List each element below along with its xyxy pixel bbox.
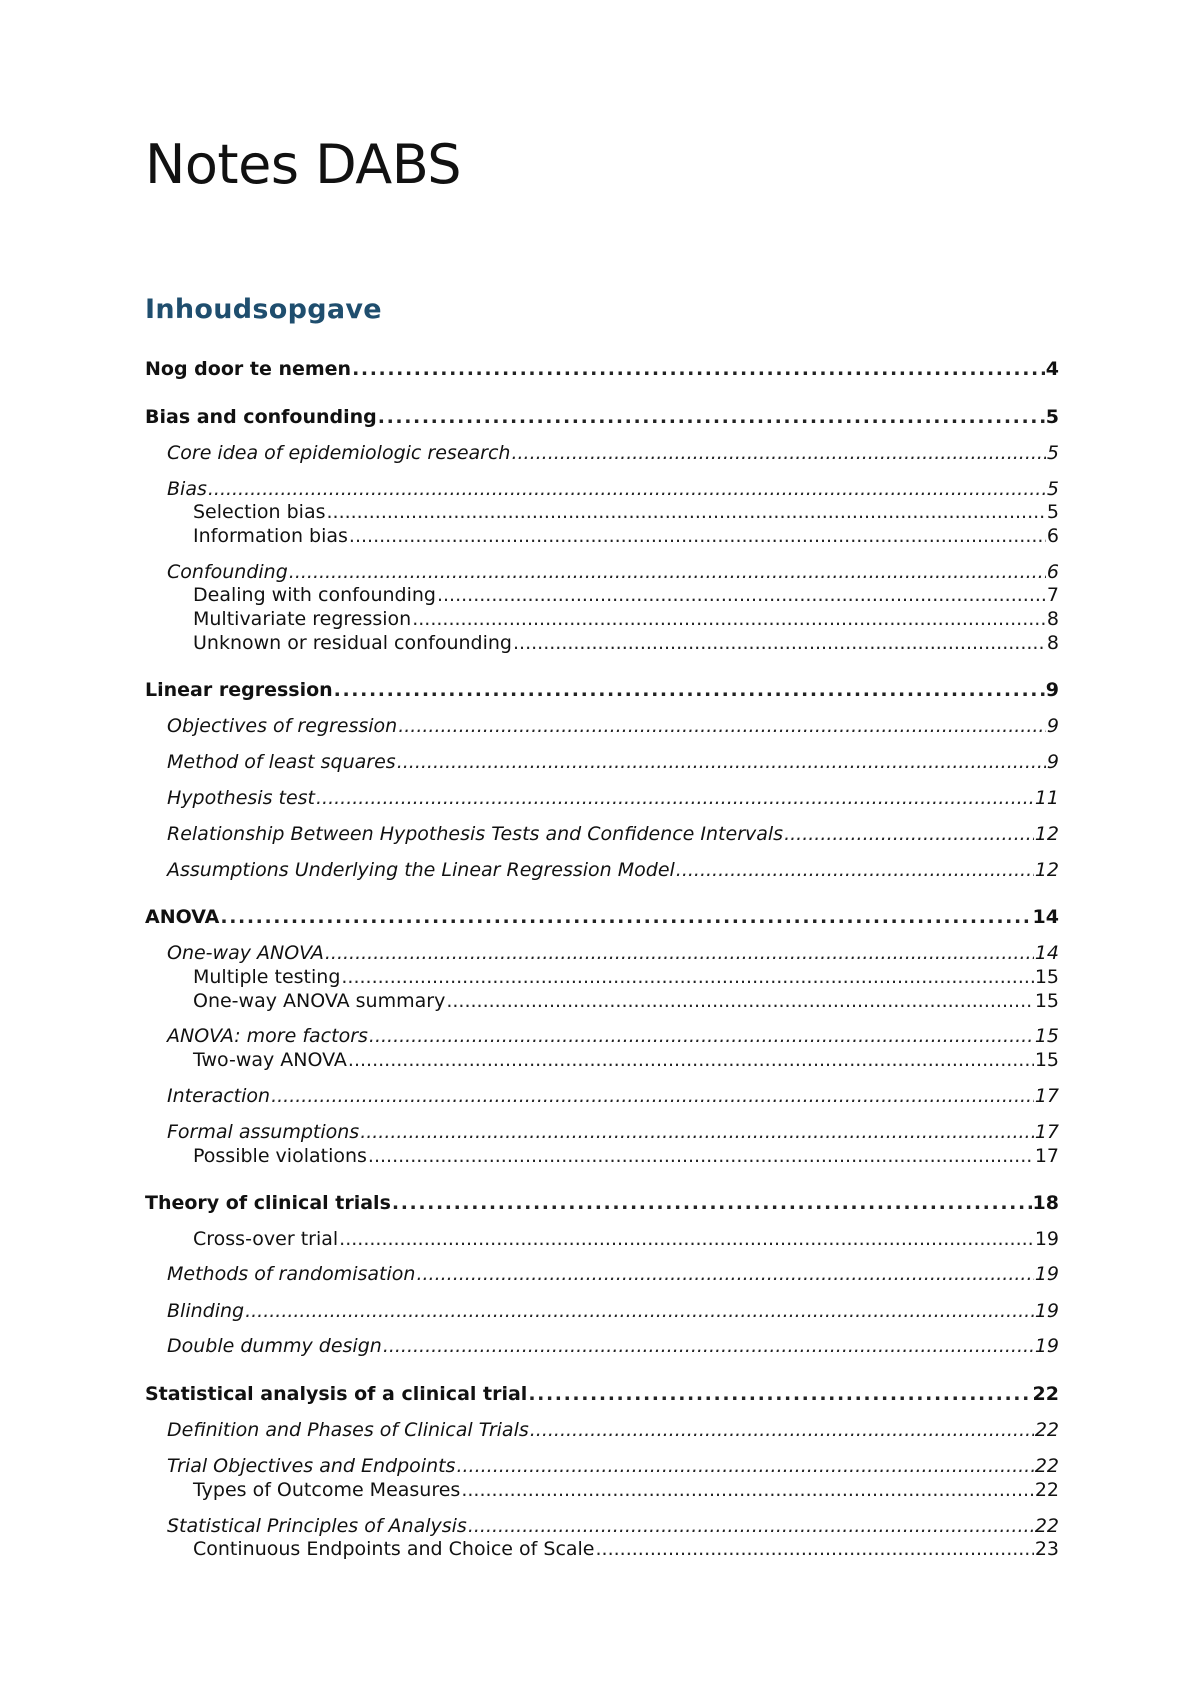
toc-entry-page: 22 <box>1034 1479 1059 1501</box>
toc-entry-page: 19 <box>1034 1300 1059 1322</box>
toc-entry[interactable] <box>145 1192 1059 1214</box>
toc-entry[interactable] <box>145 679 1059 701</box>
toc-leader <box>334 679 1045 701</box>
toc-entry-label: Unknown or residual confounding <box>193 632 512 654</box>
toc-entry[interactable] <box>167 1263 1059 1285</box>
toc-leader <box>784 823 1034 845</box>
toc-entry-label: Bias <box>167 478 207 500</box>
toc-entry[interactable] <box>193 1228 1059 1250</box>
toc-entry-label: Two-way ANOVA <box>193 1049 347 1071</box>
toc-entry-page: 9 <box>1046 751 1059 773</box>
toc-entry-label: Selection bias <box>193 501 326 523</box>
toc-entry[interactable] <box>167 715 1059 737</box>
toc-leader <box>412 608 1046 630</box>
toc-leader <box>208 478 1046 500</box>
toc-leader <box>348 1049 1034 1071</box>
toc-leader <box>360 1121 1034 1143</box>
toc-entry-label: Statistical Principles of Analysis <box>167 1515 467 1537</box>
toc-leader <box>513 632 1046 654</box>
toc-entry[interactable] <box>193 1049 1059 1071</box>
toc-leader <box>369 1025 1034 1047</box>
toc-leader <box>676 859 1034 881</box>
toc-entry[interactable] <box>193 501 1059 523</box>
toc-leader <box>383 1335 1034 1357</box>
toc-entry-page: 5 <box>1046 478 1059 500</box>
toc-entry[interactable] <box>167 751 1059 773</box>
toc-entry-label: Methods of randomisation <box>167 1263 416 1285</box>
toc-entry[interactable] <box>145 1383 1059 1405</box>
toc-entry[interactable] <box>145 358 1059 380</box>
toc-entry-page: 19 <box>1034 1228 1059 1250</box>
toc-leader <box>398 715 1046 737</box>
toc-entry-page: 11 <box>1034 787 1059 809</box>
toc-entry[interactable] <box>167 442 1059 464</box>
toc-entry-page: 5 <box>1045 406 1059 428</box>
toc-entry-label: Types of Outcome Measures <box>193 1479 461 1501</box>
toc-leader <box>437 584 1046 606</box>
toc-entry[interactable] <box>167 1335 1059 1357</box>
toc-leader <box>416 1263 1033 1285</box>
toc-entry-page: 7 <box>1046 584 1059 606</box>
toc-entry[interactable] <box>167 478 1059 500</box>
toc-entry-label: Information bias <box>193 525 348 547</box>
toc-entry-label: Nog door te nemen <box>145 358 352 380</box>
toc-leader <box>271 1085 1034 1107</box>
toc-entry-page: 17 <box>1034 1121 1059 1143</box>
toc-entry-page: 18 <box>1032 1192 1059 1214</box>
toc-entry-page: 14 <box>1032 906 1059 928</box>
toc-leader <box>245 1300 1034 1322</box>
toc-entry[interactable] <box>167 942 1059 964</box>
toc-entry-label: Assumptions Underlying the Linear Regression Model <box>167 859 675 881</box>
toc-leader <box>325 942 1034 964</box>
toc-entry-label: Hypothesis test <box>167 787 316 809</box>
toc-entry-page: 15 <box>1034 990 1059 1012</box>
toc-entry-page: 6 <box>1046 525 1059 547</box>
toc-entry-label: One-way ANOVA <box>167 942 324 964</box>
toc-entry-label: Multiple testing <box>193 966 341 988</box>
toc-entry-page: 9 <box>1046 715 1059 737</box>
toc-entry[interactable] <box>167 787 1059 809</box>
toc-entry-page: 19 <box>1034 1263 1059 1285</box>
toc-entry-page: 23 <box>1034 1538 1059 1560</box>
toc-leader <box>352 358 1045 380</box>
toc-leader <box>446 990 1033 1012</box>
toc-leader <box>530 1419 1034 1441</box>
toc-entry-label: Continuous Endpoints and Choice of Scale <box>193 1538 595 1560</box>
toc-entry[interactable] <box>167 1515 1059 1537</box>
toc-leader <box>339 1228 1034 1250</box>
toc-entry-page: 12 <box>1034 859 1059 881</box>
toc-entry-page: 22 <box>1034 1419 1059 1441</box>
toc-entry-label: Objectives of regression <box>167 715 398 737</box>
toc-entry-label: Multivariate regression <box>193 608 412 630</box>
toc-entry-page: 9 <box>1045 679 1059 701</box>
toc-entry[interactable] <box>193 966 1059 988</box>
toc-entry-label: Statistical analysis of a clinical trial <box>145 1383 528 1405</box>
toc-entry-label: Core idea of epidemiologic research <box>167 442 511 464</box>
toc-entry-page: 22 <box>1034 1455 1059 1477</box>
toc-entry-label: Confounding <box>167 561 288 583</box>
toc-entry[interactable] <box>167 859 1059 881</box>
toc-entry[interactable] <box>193 1479 1059 1501</box>
toc-entry-label: Theory of clinical trials <box>145 1192 391 1214</box>
toc-leader <box>341 966 1033 988</box>
toc-entry-label: One-way ANOVA summary <box>193 990 446 1012</box>
toc-entry-page: 15 <box>1034 1025 1059 1047</box>
toc-entry-page: 22 <box>1032 1383 1059 1405</box>
toc-entry-page: 22 <box>1034 1515 1059 1537</box>
toc-entry[interactable] <box>145 406 1059 428</box>
toc-entry-label: Relationship Between Hypothesis Tests and Confidence Intervals <box>167 823 784 845</box>
toc-entry-label: Trial Objectives and Endpoints <box>167 1455 456 1477</box>
toc-entry[interactable] <box>167 1085 1059 1107</box>
toc-entry-label: Definition and Phases of Clinical Trials <box>167 1419 529 1441</box>
toc-entry[interactable] <box>167 561 1059 583</box>
toc-entry[interactable] <box>167 823 1059 845</box>
toc-leader <box>456 1455 1033 1477</box>
toc-entry[interactable] <box>167 1025 1059 1047</box>
toc-entry[interactable] <box>193 1538 1059 1560</box>
toc-leader <box>528 1383 1031 1405</box>
toc-heading: Inhoudsopgave <box>145 294 382 325</box>
toc-entry-label: Linear regression <box>145 679 333 701</box>
toc-entry-label: ANOVA: more factors <box>167 1025 368 1047</box>
toc-entry[interactable] <box>193 608 1059 630</box>
toc-entry-page: 17 <box>1034 1085 1059 1107</box>
toc-leader <box>397 751 1046 773</box>
toc-entry-label: Blinding <box>167 1300 245 1322</box>
toc-entry-page: 15 <box>1034 1049 1059 1071</box>
toc-leader <box>289 561 1046 583</box>
toc-entry-label: Bias and confounding <box>145 406 377 428</box>
toc-leader <box>220 906 1031 928</box>
toc-leader <box>349 525 1046 547</box>
toc-entry-page: 17 <box>1034 1145 1059 1167</box>
toc-entry-page: 12 <box>1034 823 1059 845</box>
toc-leader <box>392 1192 1032 1214</box>
toc-entry[interactable] <box>167 1121 1059 1143</box>
toc-entry-page: 8 <box>1046 632 1059 654</box>
toc-entry-label: Cross-over trial <box>193 1228 339 1250</box>
toc-leader <box>326 501 1045 523</box>
toc-entry[interactable] <box>167 1419 1059 1441</box>
toc-entry-label: Interaction <box>167 1085 271 1107</box>
toc-leader <box>468 1515 1034 1537</box>
toc-entry[interactable] <box>145 906 1059 928</box>
toc-entry-page: 15 <box>1034 966 1059 988</box>
toc-entry-label: Dealing with confounding <box>193 584 436 606</box>
toc-entry-label: Formal assumptions <box>167 1121 360 1143</box>
toc-entry-page: 4 <box>1045 358 1059 380</box>
toc-leader <box>378 406 1045 428</box>
toc-entry-page: 5 <box>1046 442 1059 464</box>
toc-entry-label: Double dummy design <box>167 1335 382 1357</box>
toc-entry-label: Method of least squares <box>167 751 396 773</box>
toc-leader <box>368 1145 1034 1167</box>
toc-leader <box>511 442 1045 464</box>
toc-entry-page: 5 <box>1046 501 1059 523</box>
document-title: Notes DABS <box>145 133 462 196</box>
toc-entry-label: ANOVA <box>145 906 220 928</box>
toc-entry[interactable] <box>193 1145 1059 1167</box>
toc-leader <box>596 1538 1034 1560</box>
toc-entry-page: 8 <box>1046 608 1059 630</box>
toc-entry[interactable] <box>193 584 1059 606</box>
toc-entry[interactable] <box>193 525 1059 547</box>
toc-entry[interactable] <box>167 1300 1059 1322</box>
toc-entry-page: 14 <box>1034 942 1059 964</box>
toc-entry[interactable] <box>193 632 1059 654</box>
toc-entry[interactable] <box>193 990 1059 1012</box>
toc-entry-label: Possible violations <box>193 1145 367 1167</box>
toc-entry-page: 19 <box>1034 1335 1059 1357</box>
toc-entry[interactable] <box>167 1455 1059 1477</box>
toc-entry-page: 6 <box>1046 561 1059 583</box>
toc-leader <box>316 787 1034 809</box>
toc-leader <box>461 1479 1033 1501</box>
